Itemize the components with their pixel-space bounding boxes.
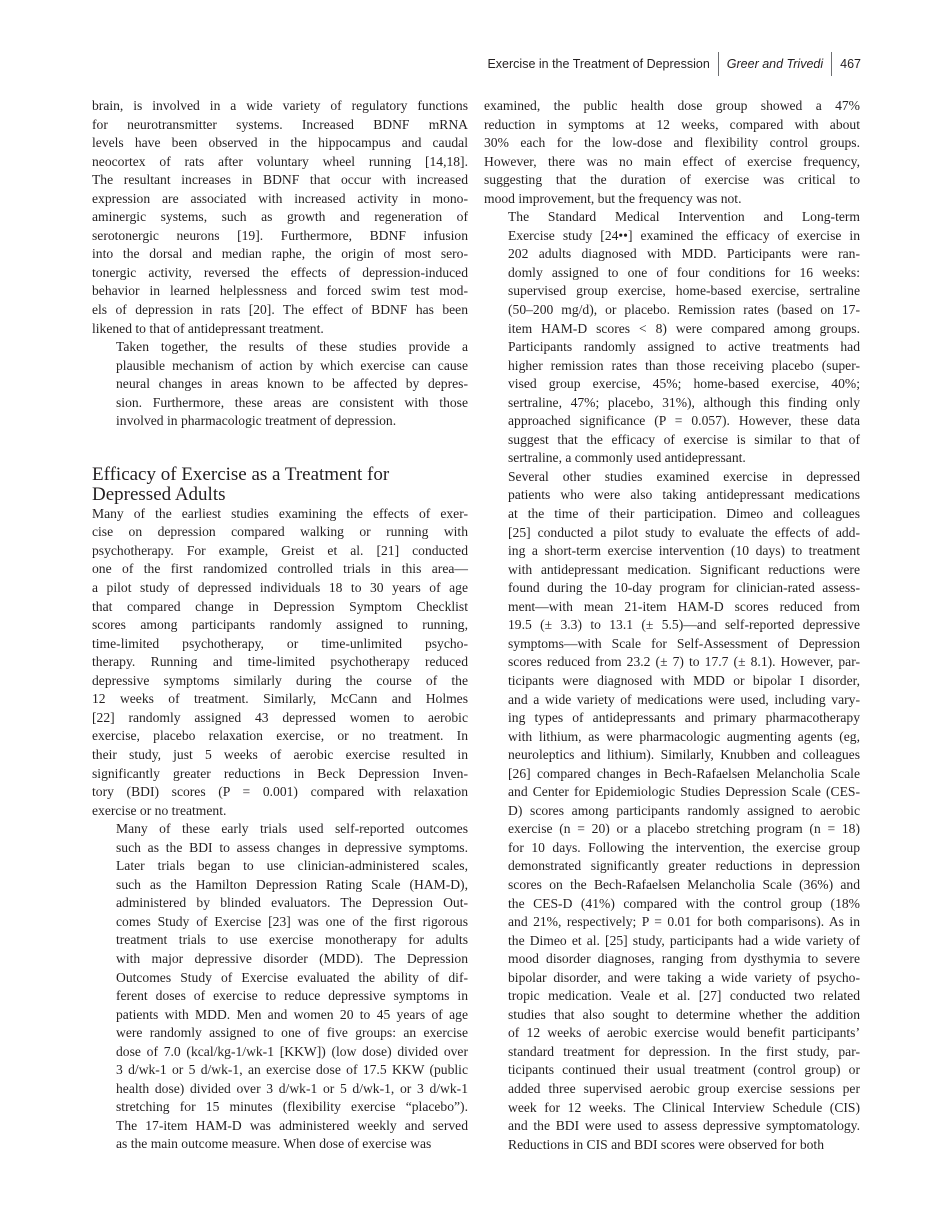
text-line: with antidepressant medication. Significant reductions were <box>508 561 860 577</box>
text-line: scores among participants randomly assigned to running, <box>92 617 468 633</box>
text-line: that compared change in Depression Symptom Checklist <box>92 598 468 614</box>
text-line: and Center for Epidemiologic Studies Depression Scale (CES- <box>508 784 860 800</box>
text-line: administered by blinded evaluators. The Depression Out- <box>116 895 468 911</box>
text-line: 19.5 (± 3.3) to 13.1 (± 5.5)—and self-reported depressive <box>508 617 860 633</box>
paragraph <box>92 338 468 431</box>
text-line: suggest that the efficacy of exercise is similar to that of <box>508 431 860 447</box>
text-line: tonergic activity, reversed the effects of depression-induced <box>92 264 468 280</box>
section-heading-line: Depressed Adults <box>92 483 226 505</box>
text-line: scores on the Bech-Rafaelsen Melancholia Scale (36%) and <box>508 876 860 892</box>
text-line: studies that also sought to determine whether the addition <box>508 1006 860 1022</box>
text-line: plausible mechanism of action by which exercise can cause <box>116 357 468 373</box>
text-line: D) scores among participants randomly assigned to aerobic <box>508 802 860 818</box>
text-line: 3 d/wk-1 or 5 d/wk-1, an exercise dose of 17.5 KKW (public <box>116 1062 468 1078</box>
text-line: Several other studies examined exercise in depressed <box>508 468 860 484</box>
text-line: Reductions in CIS and BDI scores were observed for both <box>508 1136 824 1152</box>
text-line: such as the BDI to assess changes in depressive symptoms. <box>116 839 468 855</box>
text-line: ment—with mean 21-item HAM-D scores reduced from <box>508 598 860 614</box>
text-line: involved in pharmacologic treatment of depression. <box>116 413 397 429</box>
text-line: were randomly assigned to one of five groups: an exercise <box>116 1025 468 1041</box>
paragraph <box>92 97 468 338</box>
text-line: into the dorsal and median raphe, the origin of most sero- <box>92 246 468 262</box>
text-line: domly assigned to one of four conditions for 16 weeks: <box>508 264 860 280</box>
text-line: time-limited psychotherapy, or time-unlimited psycho- <box>92 635 468 651</box>
text-line: the Dimeo et al. [25] study, participants had a wide variety of <box>508 932 860 948</box>
text-line: The Standard Medical Intervention and Long-term <box>508 209 860 225</box>
text-line: of 12 weeks of aerobic exercise would benefit participants’ <box>508 1025 860 1041</box>
running-title: Exercise in the Treatment of Depression <box>487 57 710 71</box>
text-line: levels have been observed in the hippocampus and caudal <box>92 135 468 151</box>
text-line: a pilot study of depressed individuals 18 to 30 years of age <box>92 580 468 596</box>
text-line: added three supervised aerobic group exercise sessions per <box>508 1080 860 1096</box>
text-line: demonstrated significantly greater reductions in depression <box>508 858 860 874</box>
paragraph <box>484 468 860 1154</box>
text-line: psychotherapy. For example, Greist et al. [21] conducted <box>92 542 468 558</box>
text-line: and the BDI were used to assess depressive symptomatology. <box>508 1118 860 1134</box>
text-line: bipolar disorder, and were taking a wide variety of psycho- <box>508 969 860 985</box>
text-line: item HAM-D scores < 8) were compared among groups. <box>508 320 860 336</box>
text-line: with major depressive disorder (MDD). The Depression <box>116 950 468 966</box>
section-heading <box>92 465 468 505</box>
text-line: sertraline, a commonly used antidepressant. <box>508 450 746 466</box>
text-line: one of the first randomized controlled trials in this area— <box>92 561 468 577</box>
text-line: for neurotransmitter systems. Increased BDNF mRNA <box>92 116 468 132</box>
section-heading-line: Efficacy of Exercise as a Treatment for <box>92 463 390 485</box>
text-line: mood disorder diagnoses, ranging from dysthymia to severe <box>508 951 860 967</box>
text-line: vised group exercise, 45%; home-based exercise, 40%; <box>508 376 860 392</box>
text-line: likened to that of antidepressant treatment. <box>92 320 324 336</box>
text-line: health dose) divided over 3 d/wk-1 or 5 d/wk-1, or 3 d/wk-1 <box>116 1080 468 1096</box>
text-line: (50–200 mg/d), or placebo. Remission rates (based on 17- <box>508 302 860 318</box>
header-divider <box>718 52 719 76</box>
text-line: suggesting that the duration of exercise was critical to <box>484 172 860 188</box>
text-line: Exercise study [24••] examined the efficacy of exercise in <box>508 227 860 243</box>
text-line: reduction in symptoms at 12 weeks, compared with about <box>484 116 860 132</box>
text-line: [22] randomly assigned 43 depressed women to aerobic <box>92 709 468 725</box>
text-line: dose of 7.0 (kcal/kg-1/wk-1 [KKW]) (low dose) divided over <box>116 1043 468 1059</box>
text-line: at the time of their participation. Dimeo and colleagues <box>508 506 860 522</box>
text-line: [26] compared changes in Bech-Rafaelsen Melancholia Scale <box>508 765 860 781</box>
text-line: ticipants continued their usual treatment (control group) or <box>508 1062 860 1078</box>
text-line: aminergic systems, such as growth and regeneration of <box>92 209 468 225</box>
text-line: neocortex of rats after voluntary wheel running [14,18]. <box>92 153 468 169</box>
text-line: stretching for 15 minutes (flexibility exercise “placebo”). <box>116 1099 468 1115</box>
text-line: as the main outcome measure. When dose of exercise was <box>116 1136 432 1152</box>
right-column <box>484 97 860 1154</box>
paragraph <box>92 505 468 820</box>
running-authors: Greer and Trivedi <box>726 57 824 71</box>
text-line: Later trials began to use clinician-administered scales, <box>116 858 468 874</box>
text-line: tory (BDI) scores (P = 0.001) compared with relaxation <box>92 784 468 800</box>
text-line: comes Study of Exercise [23] was one of the first rigorous <box>116 913 468 929</box>
text-line: with lithium, as were pharmacologic augmenting agents (eg, <box>508 728 860 744</box>
text-line: expression are associated with increased activity in mono- <box>92 190 468 206</box>
paragraph <box>92 820 468 1154</box>
text-line: Many of these early trials used self-reported outcomes <box>116 821 468 837</box>
text-line: patients who were also taking antidepressant medications <box>508 487 860 503</box>
text-line: The resultant increases in BDNF that occur with increased <box>92 172 468 188</box>
text-line: [25] conducted a pilot study to evaluate the effects of add- <box>508 524 860 540</box>
text-line: depressive symptoms similarly during the course of the <box>92 672 468 688</box>
header-divider <box>831 52 832 76</box>
text-line: ticipants were diagnosed with MDD or bipolar I disorder, <box>508 672 860 688</box>
text-line: neuroleptics and lithium). Similarly, Knubben and colleagues <box>508 747 860 763</box>
running-head <box>487 52 861 76</box>
text-line: supervised group exercise, home-based exercise, sertraline <box>508 283 860 299</box>
text-line: mood improvement, but the frequency was not. <box>484 190 742 206</box>
text-line: Taken together, the results of these studies provide a <box>116 339 468 355</box>
text-line: behavior in learned helplessness and forced swim test mod- <box>92 283 468 299</box>
text-line: ferent doses of exercise to reduce depressive symptoms in <box>116 988 468 1004</box>
text-line: ing types of antidepressants and primary pharmacotherapy <box>508 710 860 726</box>
text-line: approached significance (P = 0.057). However, these data <box>508 413 860 429</box>
text-line: sertraline, 47%; placebo, 31%), although this finding only <box>508 394 860 410</box>
text-line: els of depression in rats [20]. The effect of BDNF has been <box>92 302 468 318</box>
text-line: 12 weeks of treatment. Similarly, McCann and Holmes <box>92 691 468 707</box>
text-line: such as the Hamilton Depression Rating Scale (HAM-D), <box>116 876 468 892</box>
text-line: The 17-item HAM-D was administered weekly and served <box>116 1117 468 1133</box>
paragraph <box>484 208 860 468</box>
text-line: scores reduced from 23.2 (± 7) to 17.7 (± 8.1). However, par- <box>508 654 860 670</box>
text-line: and 21%, respectively; P = 0.01 for both comparisons). As in <box>508 914 860 930</box>
text-line: 202 adults diagnosed with MDD. Participants were ran- <box>508 246 860 262</box>
page-number: 467 <box>840 57 861 71</box>
text-line: serotonergic neurons [19]. Furthermore, BDNF infusion <box>92 227 468 243</box>
text-line: examined, the public health dose group showed a 47% <box>484 98 860 113</box>
paragraph <box>484 97 860 208</box>
text-line: exercise (n = 20) or a placebo stretching program (n = 18) <box>508 821 860 837</box>
text-line: higher remission rates than those receiving placebo (super- <box>508 357 860 373</box>
text-line: brain, is involved in a wide variety of regulatory functions <box>92 98 468 113</box>
text-line: treatment trials to use exercise monotherapy for adults <box>116 932 468 948</box>
text-line: and a wide variety of medications were used, including vary- <box>508 691 860 707</box>
text-line: However, there was no main effect of exercise frequency, <box>484 153 860 169</box>
text-line: for 10 days. Following the intervention, the exercise group <box>508 839 860 855</box>
section-spacer <box>92 431 468 465</box>
text-line: ing a short-term exercise intervention (10 days) to treatment <box>508 543 860 559</box>
text-line: found during the 10-day program for clinician-rated assess- <box>508 580 860 596</box>
text-line: 30% each for the low-dose and flexibility control groups. <box>484 135 860 151</box>
text-line: Outcomes Study of Exercise evaluated the ability of dif- <box>116 969 468 985</box>
text-line: the CES-D (41%) compared with the control group (18% <box>508 895 860 911</box>
text-line: neural changes in areas known to be affected by depres- <box>116 376 468 392</box>
text-line: Many of the earliest studies examining the effects of exer- <box>92 505 468 521</box>
text-line: Participants randomly assigned to active treatments had <box>508 339 860 355</box>
text-line: cise on depression compared walking or running with <box>92 524 468 540</box>
text-line: tropic medication. Veale et al. [27] conducted two related <box>508 988 860 1004</box>
text-line: exercise, placebo relaxation exercise, or no treatment. In <box>92 728 468 744</box>
text-line: therapy. Running and time-limited psychotherapy reduced <box>92 654 468 670</box>
text-line: exercise or no treatment. <box>92 802 227 818</box>
text-line: standard treatment for depression. In the first study, par- <box>508 1043 860 1059</box>
text-line: sion. Furthermore, these areas are consistent with those <box>116 394 468 410</box>
text-line: significantly greater reductions in Beck Depression Inven- <box>92 765 468 781</box>
text-line: patients with MDD. Men and women 20 to 45 years of age <box>116 1006 468 1022</box>
text-line: symptoms—with Scale for Self-Assessment of Depression <box>508 635 860 651</box>
left-column <box>92 97 468 1154</box>
text-line: week for 12 weeks. The Clinical Interview Schedule (CIS) <box>508 1099 860 1115</box>
text-line: their study, just 5 weeks of aerobic exercise resulted in <box>92 746 468 762</box>
